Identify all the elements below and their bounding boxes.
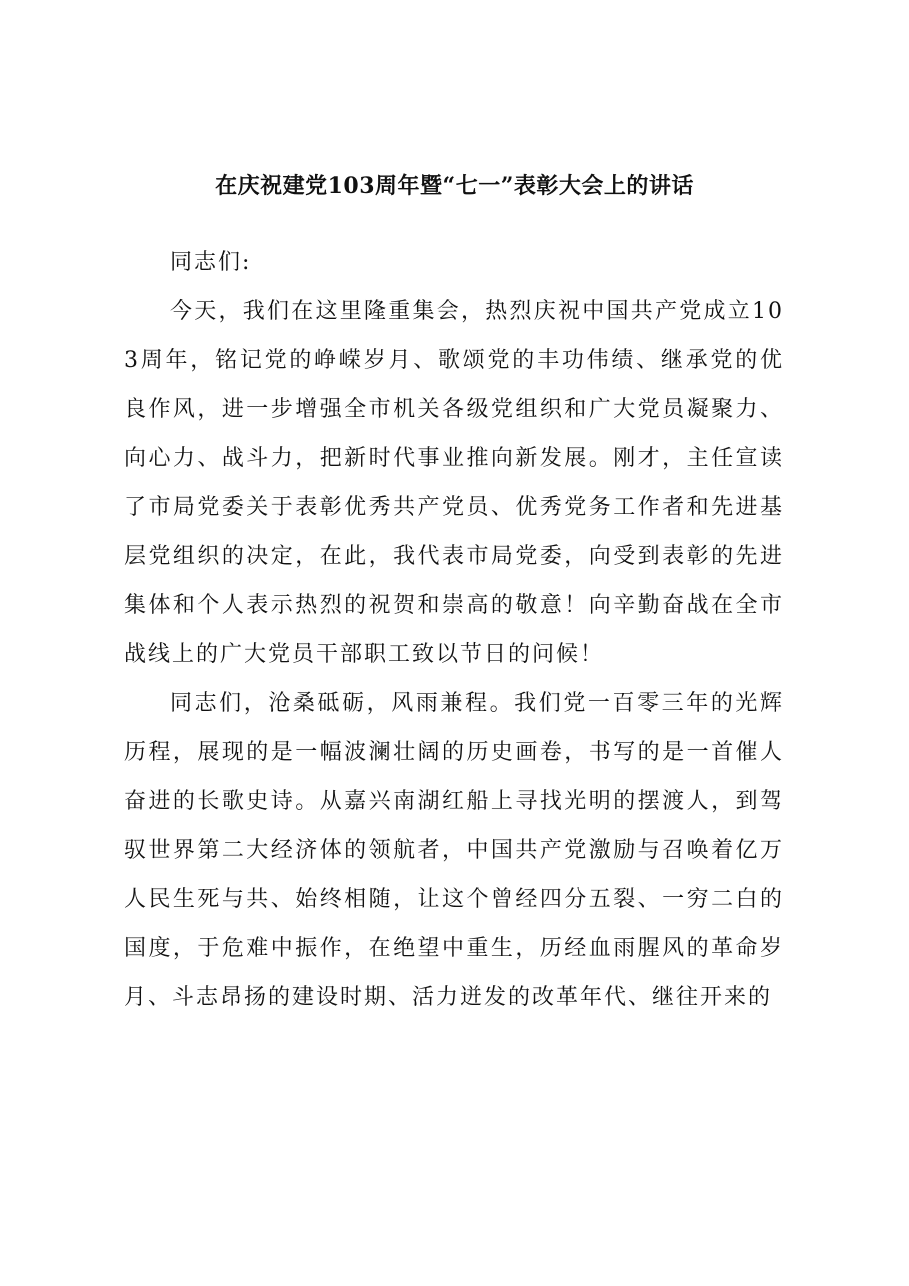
paragraph-opening: 今天，我们在这里隆重集会，热烈庆祝中国共产党成立103周年，铭记党的峥嵘岁月、歌颂党的丰功伟绩、继承党的优良作风，进一步增强全市机关各级党组织和广大党员凝聚力、向心力、战斗力，把新时代事业推向新发展。刚才，主任宣读了市局党委关于表彰优秀共产党员、优秀党务工作者和先进基层党组织的决定，在此，我代表市局党委，向受到表彰的先进集体和个人表示热烈的祝贺和崇高的敬意！向辛勤奋战在全市战线上的广大党员干部职工致以节日的问候！ [124, 299, 784, 667]
document-title: 在庆祝建党103周年暨“七一”表彰大会上的讲话 [215, 173, 694, 199]
document-body [124, 238, 784, 1022]
salutation: 同志们: [170, 250, 252, 275]
paragraph-history: 同志们，沧桑砥砺，风雨兼程。我们党一百零三年的光辉历程，展现的是一幅波澜壮阔的历史画卷，书写的是一首催人奋进的长歌史诗。从嘉兴南湖红船上寻找光明的摆渡人，到驾驭世界第二大经济体的领航者，中国共产党激励与召唤着亿万人民生死与共、始终相随，让这个曾经四分五裂、一穷二白的国度，于危难中振作，在绝望中重生，历经血雨腥风的革命岁月、斗志昂扬的建设时期、活力迸发的改革年代、继往开来的 [124, 691, 784, 1010]
